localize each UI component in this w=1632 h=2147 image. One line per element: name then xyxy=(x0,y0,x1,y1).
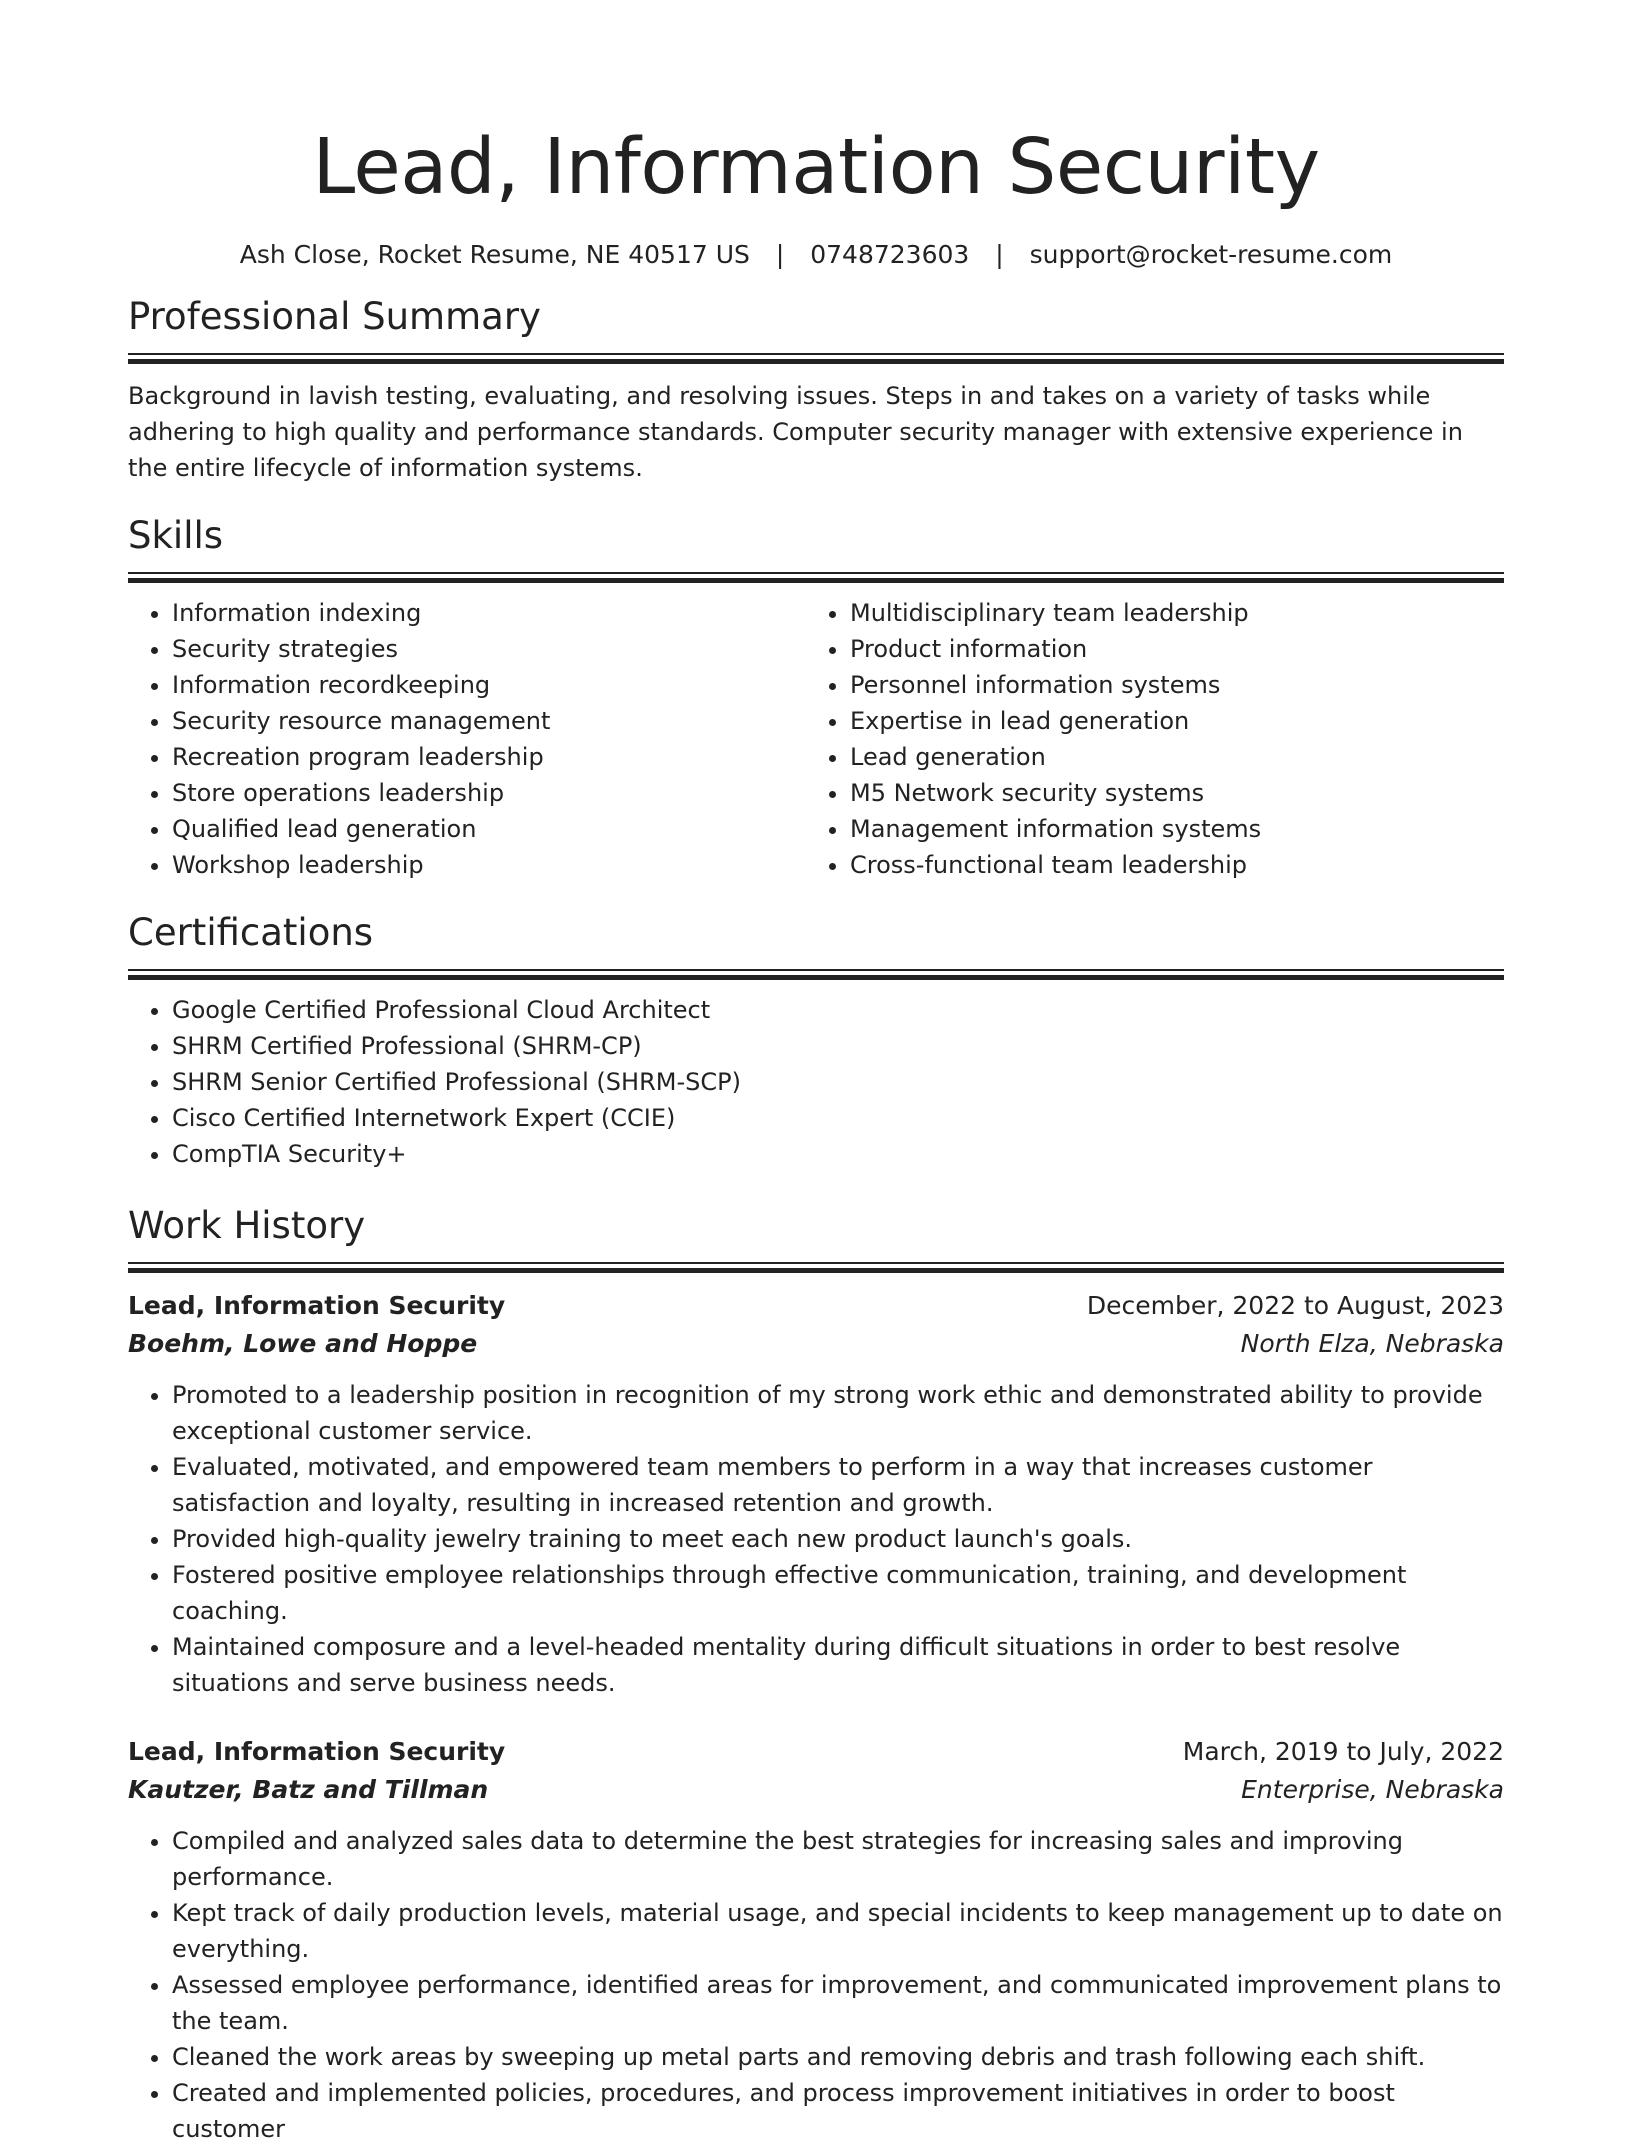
job-bullet: • Evaluated, motivated, and empowered team members to perform in a way that increases customer satisfaction and loyalty, resulting in increased retention and growth. xyxy=(172,1449,1504,1521)
skill-item: • Product information xyxy=(850,631,1484,667)
skill-item: • Multidisciplinary team leadership xyxy=(850,595,1484,631)
summary-text: Background in lavish testing, evaluating, and resolving issues. Steps in and takes on a variety of tasks while adhering to high quality and performance standards. Computer security manager with extensive experience in the entire lifecycle of information systems. xyxy=(128,382,1463,482)
skills-list-right xyxy=(806,595,1484,883)
job-title: Lead, Information Security xyxy=(128,1291,506,1320)
section-divider xyxy=(128,353,1504,364)
certification-item: • SHRM Certified Professional (SHRM-CP) xyxy=(172,1028,1504,1064)
skill-item: • Lead generation xyxy=(850,739,1484,775)
certification-item: • Cisco Certified Internetwork Expert (CCIE) xyxy=(172,1100,1504,1136)
skill-item: • Workshop leadership xyxy=(172,847,806,883)
job-subheader-row xyxy=(128,1771,1504,1809)
section-divider xyxy=(128,969,1504,980)
skill-item: • Management information systems xyxy=(850,811,1484,847)
job-bullet: • Kept track of daily production levels, material usage, and special incidents to keep management up to date on everything. xyxy=(172,1895,1504,1967)
job-bullet: • Fostered positive employee relationships through effective communication, training, and development coaching. xyxy=(172,1557,1504,1629)
skills-section xyxy=(128,512,1504,883)
certification-item: • SHRM Senior Certified Professional (SHRM-SCP) xyxy=(172,1064,1504,1100)
skills-title: Skills xyxy=(128,514,224,557)
skill-item: • Qualified lead generation xyxy=(172,811,806,847)
job-location: Enterprise, Nebraska xyxy=(1241,1775,1504,1804)
certifications-title: Certifications xyxy=(128,911,374,954)
job-entry xyxy=(128,1287,1504,1701)
section-divider xyxy=(128,572,1504,583)
skill-item: • Information indexing xyxy=(172,595,806,631)
certifications-section xyxy=(128,909,1504,1172)
job-company: Kautzer, Batz and Tillman xyxy=(128,1775,489,1804)
job-bullet: • Provided high-quality jewelry training to meet each new product launch's goals. xyxy=(172,1521,1504,1557)
contact-address: Ash Close, Rocket Resume, NE 40517 US xyxy=(239,240,750,269)
contact-phone: 0748723603 xyxy=(810,240,970,269)
job-bullet: • Promoted to a leadership position in recognition of my strong work ethic and demonstrated ability to provide exceptional customer service. xyxy=(172,1377,1504,1449)
work-history-section xyxy=(128,1202,1504,2147)
job-bullet: • Maintained composure and a level-headed mentality during difficult situations in order to best resolve situations and serve business needs. xyxy=(172,1629,1504,1701)
job-title: Lead, Information Security xyxy=(128,1737,506,1766)
certifications-list xyxy=(128,992,1504,1172)
job-dates: March, 2019 to July, 2022 xyxy=(1182,1737,1504,1766)
resume-name: Lead, Information Security xyxy=(312,123,1320,212)
skill-item: • Personnel information systems xyxy=(850,667,1484,703)
job-bullet: • Compiled and analyzed sales data to determine the best strategies for increasing sales and improving performance. xyxy=(172,1823,1504,1895)
job-bullet: • Created and implemented policies, procedures, and process improvement initiatives in order to boost customer xyxy=(172,2075,1504,2147)
section-divider xyxy=(128,1262,1504,1273)
certification-item: • Google Certified Professional Cloud Architect xyxy=(172,992,1504,1028)
skill-item: • Recreation program leadership xyxy=(172,739,806,775)
job-bullet: • Cleaned the work areas by sweeping up metal parts and removing debris and trash following each shift. xyxy=(172,2039,1504,2075)
job-bullet: • Assessed employee performance, identified areas for improvement, and communicated improvement plans to the team. xyxy=(172,1967,1504,2039)
contact-separator: | xyxy=(995,240,1004,269)
contact-line xyxy=(128,238,1504,272)
job-subheader-row xyxy=(128,1325,1504,1363)
resume-page xyxy=(128,0,1504,2147)
skill-item: • Store operations leadership xyxy=(172,775,806,811)
skills-list-left xyxy=(128,595,806,883)
job-location: North Elza, Nebraska xyxy=(1240,1329,1504,1358)
certification-item: • CompTIA Security+ xyxy=(172,1136,1504,1172)
job-dates: December, 2022 to August, 2023 xyxy=(1086,1291,1504,1320)
skill-item: • Cross-functional team leadership xyxy=(850,847,1484,883)
job-header-row xyxy=(128,1733,1504,1771)
work-history-title: Work History xyxy=(128,1204,366,1247)
job-entry xyxy=(128,1733,1504,2147)
skill-item: • Expertise in lead generation xyxy=(850,703,1484,739)
skill-item: • Security resource management xyxy=(172,703,806,739)
job-company: Boehm, Lowe and Hoppe xyxy=(128,1329,478,1358)
skill-item: • M5 Network security systems xyxy=(850,775,1484,811)
skill-item: • Security strategies xyxy=(172,631,806,667)
summary-title: Professional Summary xyxy=(128,295,541,338)
job-header-row xyxy=(128,1287,1504,1325)
contact-email: support@rocket-resume.com xyxy=(1029,240,1393,269)
contact-separator: | xyxy=(775,240,785,269)
job-bullets xyxy=(128,1377,1504,1701)
job-bullets xyxy=(128,1823,1504,2147)
skill-item: • Information recordkeeping xyxy=(172,667,806,703)
summary-section xyxy=(128,293,1504,486)
skills-grid xyxy=(128,595,1504,883)
